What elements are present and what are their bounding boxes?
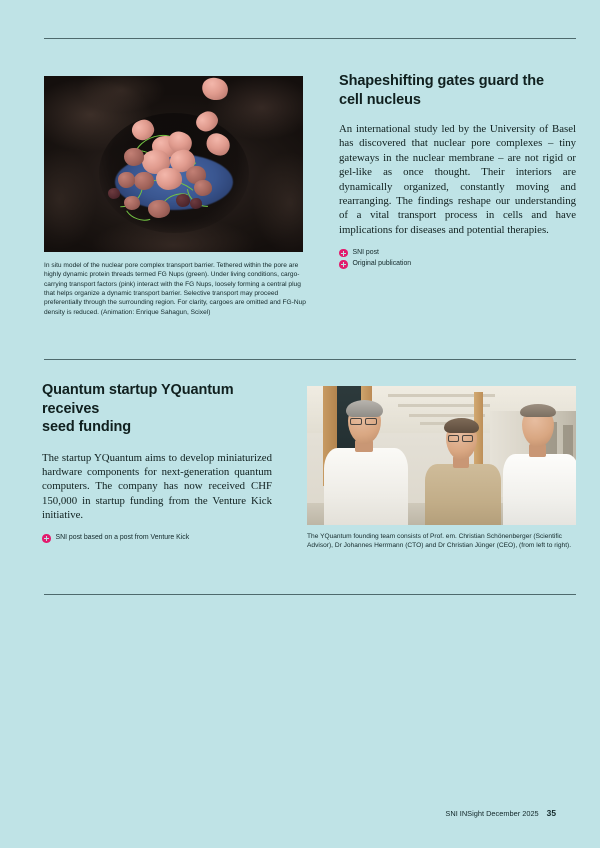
article-yquantum-headline (42, 381, 272, 437)
footer-publication: SNI INSight December 2025 (445, 809, 539, 818)
article-nuclear-pore-headline (339, 72, 576, 109)
divider-bottom (44, 594, 576, 595)
divider-top (44, 38, 576, 39)
headline-line-2: seed funding (42, 419, 132, 436)
footer-page-number: 35 (546, 808, 556, 818)
article-yquantum-text (42, 381, 272, 546)
yquantum-founding-team-photo (307, 386, 576, 525)
plus-circle-icon (339, 249, 348, 258)
article-nuclear-pore-links (339, 249, 576, 269)
link-sni-post[interactable] (339, 249, 576, 258)
article-nuclear-pore-body: An international study led by the University of Basel has discovered that nuclear pore complexes – tiny gateways in the nuclear membrane – are not rigid or gel-like as once thought. Their interiors are dynamically organized, constantly moving and rearranging. The findings reshape our understanding of a vital transport process in cells and have implications for diseases and potential therapies. (339, 123, 576, 236)
headline-line-2: cell nucleus (339, 91, 421, 108)
link-label: Original publication (352, 260, 412, 268)
nuclear-pore-complex-illustration (44, 76, 303, 252)
link-original-publication[interactable] (339, 260, 576, 269)
article-yquantum-body: The startup YQuantum aims to develop miniaturized hardware components for next-generation quantum computers. The company has now received CHF 150,000 in startup funding from the Venture Kick initiative. (42, 451, 272, 522)
plus-circle-icon (42, 534, 51, 543)
article-nuclear-pore-text (339, 72, 576, 272)
yquantum-figure-caption: The YQuantum founding team consists of Prof. em. Christian Schönenberger (Scientific Advisor), Dr Johannes Herrmann (CTO) and Dr Christian Jünger (CEO), (from left to right). (307, 533, 572, 550)
plus-circle-icon (339, 260, 348, 269)
page-footer (445, 808, 556, 818)
nuclear-pore-figure-caption: In situ model of the nuclear pore complex transport barrier. Tethered within the pore are highly dynamic protein threads termed FG Nups (green). Under living conditions, cargo-carrying transport factors (pink) interact with the FG Nups, loosely forming a central plug that helps organize a dynamic transport barrier. Selective transport may proceed preferentially through the surrounding region. For clarity, cargoes are omitted and FG-Nup density is reduced. (Animation: Enrique Sahagun, Scixel) (44, 262, 306, 316)
article-yquantum-links (42, 534, 272, 543)
divider-middle (44, 359, 576, 360)
link-sni-post-venture-kick[interactable] (42, 534, 272, 543)
link-label: SNI post (352, 248, 379, 256)
headline-line-1: Shapeshifting gates guard the (339, 73, 544, 89)
headline-line-1: Quantum startup YQuantum receives (42, 382, 234, 417)
link-label: SNI post based on a post from Venture Kick (55, 534, 190, 542)
